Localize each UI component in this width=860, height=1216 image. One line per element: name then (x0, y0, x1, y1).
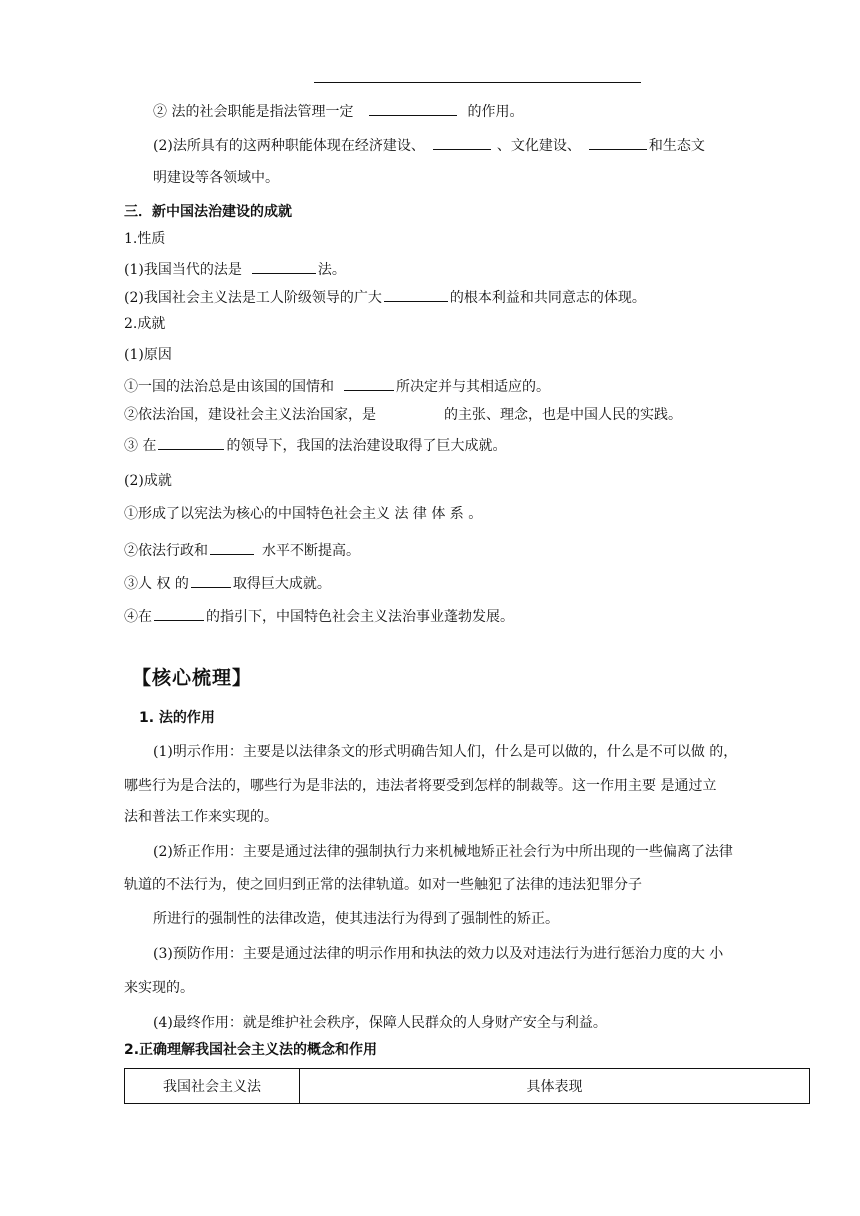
paragraph-line: 法和普法工作来实现的。 (124, 809, 278, 825)
text-line: ①形成了以宪法为核心的中国特色社会主义 法 律 体 系 。 (124, 506, 483, 522)
paragraph-line: (2)矫正作用：主要是通过法律的强制执行力来机械地矫正社会行为中所出现的一些偏离了法律 (153, 844, 733, 860)
paragraph-line: 来实现的。 (124, 980, 194, 996)
paragraph-line: 轨道的不法行为，使之回归到正常的法律轨道。如对一些触犯了法律的违法犯罪分子 (124, 877, 642, 893)
fill-blank (433, 135, 491, 150)
paragraph-line: 所进行的强制性的法律改造，使其违法行为得到了强制性的矫正。 (153, 911, 559, 927)
text-line: (1)原因 (124, 347, 172, 363)
text-line: ②依法行政和 水平不断提高。 (124, 540, 360, 560)
text-line: (2)我国社会主义法是工人阶级领导的广大 的根本利益和共同意志的体现。 (124, 287, 646, 307)
core-title: 【核心梳理】 (132, 667, 253, 689)
fill-blank (158, 435, 224, 450)
text-line: (2)法所具有的这两种职能体现在经济建设、 、文化建设、 和生态文 (153, 135, 705, 155)
paragraph-line: (4)最终作用：就是维护社会秩序，保障人民群众的人身财产安全与利益。 (153, 1015, 607, 1031)
fill-blank (589, 135, 647, 150)
text-line: ③ 在 的领导下，我国的法治建设取得了巨大成就。 (124, 435, 506, 455)
text-line: ③人 权 的 取得巨大成就。 (124, 573, 331, 593)
section-title: 三．新中国法治建设的成就 (124, 204, 292, 220)
table-row (125, 1069, 810, 1104)
paragraph-line: (1)明示作用：主要是以法律条文的形式明确告知人们，什么是可以做的，什么是不可以做 的， (153, 744, 738, 760)
text-line: (1)我国当代的法是 法。 (124, 259, 346, 279)
text-line: ② 法的社会职能是指法管理一定 的作用。 (153, 101, 523, 121)
text-line: ④在 的指引下，中国特色社会主义法治事业蓬勃发展。 (124, 606, 514, 626)
table-header-cell: 我国社会主义法 (125, 1069, 300, 1104)
text-line: ①一国的法治总是由该国的国情和 所决定并与其相适应的。 (124, 376, 550, 396)
concept-table (124, 1068, 810, 1104)
fill-blank (191, 573, 231, 588)
text-line: (2)成就 (124, 473, 172, 489)
table-header-cell: 具体表现 (300, 1069, 810, 1104)
fill-blank (252, 259, 316, 274)
subsection-title: 2.正确理解我国社会主义法的概念和作用 (124, 1042, 378, 1058)
text-line: 2.成就 (124, 316, 166, 332)
text-line: ②依法治国，建设社会主义法治国家，是 的主张、理念，也是中国人民的实践。 (124, 407, 682, 423)
fill-blank (369, 101, 457, 116)
answer-line (314, 82, 641, 83)
fill-blank (344, 376, 394, 391)
text-line: 明建设等各领域中。 (153, 170, 279, 186)
paragraph-line: (3)预防作用：主要是通过法律的明示作用和执法的效力以及对违法行为进行惩治力度的大 小 (153, 946, 724, 962)
text-line: 1.性质 (124, 231, 166, 247)
paragraph-line: 哪些行为是合法的，哪些行为是非法的，违法者将要受到怎样的制裁等。这一作用主要 是通过立 (124, 778, 717, 794)
subsection-title: 1. 法的作用 (139, 710, 215, 726)
fill-blank (384, 287, 448, 302)
fill-blank (154, 606, 204, 621)
fill-blank (210, 540, 254, 555)
